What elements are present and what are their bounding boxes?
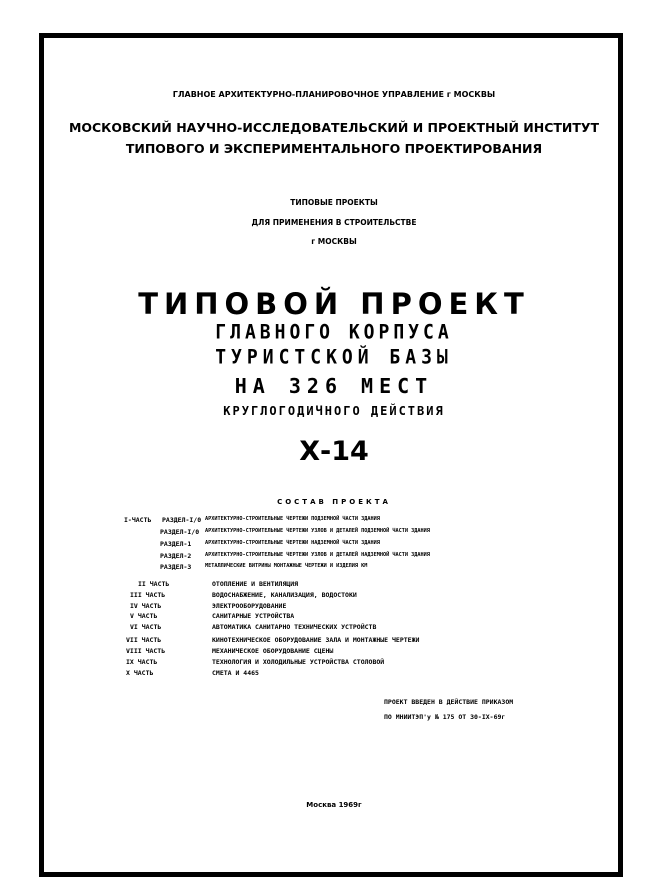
composition-part: X ЧАСТЬ: [126, 669, 154, 677]
project-type-title: ТИПОВОЙ ПРОЕКТ: [138, 287, 530, 321]
composition-description: АРХИТЕКТУРНО-СТРОИТЕЛЬНЫЕ ЧЕРТЕЖИ УЗЛОВ И ДЕТАЛЕЙ НАДЗЕМНОЙ ЧАСТИ ЗДАНИЯ: [205, 552, 430, 558]
approval-line1: ПРОЕКТ ВВЕДЕН В ДЕЙСТВИЕ ПРИКАЗОМ: [384, 698, 514, 706]
composition-section: РАЗДЕЛ-I/0: [160, 528, 200, 536]
composition-description: САНИТАРНЫЕ УСТРОЙСТВА: [212, 612, 295, 620]
composition-part: II ЧАСТЬ: [138, 580, 170, 588]
composition-description: АРХИТЕКТУРНО-СТРОИТЕЛЬНЫЕ ЧЕРТЕЖИ УЗЛОВ И ДЕТАЛЕЙ ПОДЗЕМНОЙ ЧАСТИ ЗДАНИЯ: [205, 528, 430, 534]
composition-description: СМЕТА И 4465: [212, 669, 259, 677]
composition-section: РАЗДЕЛ-1: [160, 540, 192, 548]
composition-part: I-ЧАСТЬ: [124, 516, 152, 524]
approval-line2: ПО МНИИТЭП'у № 175 ОТ 30-IX-69г: [384, 713, 506, 721]
composition-part: VI ЧАСТЬ: [130, 623, 162, 631]
project-title-line2: ГЛАВНОГО КОРПУСА: [215, 320, 453, 345]
series-line3: г МОСКВЫ: [311, 237, 357, 246]
composition-section: РАЗДЕЛ-3: [160, 563, 192, 571]
composition-description: АВТОМАТИКА САНИТАРНО ТЕХНИЧЕСКИХ УСТРОЙСТВ: [212, 623, 377, 631]
project-title-line4: НА 326 МЕСТ: [234, 374, 434, 398]
composition-part: VII ЧАСТЬ: [126, 636, 162, 644]
project-title-line5: КРУГЛОГОДИЧНОГО ДЕЙСТВИЯ: [223, 404, 445, 418]
composition-description: АРХИТЕКТУРНО-СТРОИТЕЛЬНЫЕ ЧЕРТЕЖИ НАДЗЕМНОЙ ЧАСТИ ЗДАНИЯ: [205, 540, 380, 546]
composition-description: ТЕХНОЛОГИЯ И ХОЛОДИЛЬНЫЕ УСТРОЙСТВА СТОЛОВОЙ: [212, 658, 385, 666]
composition-description: МЕХАНИЧЕСКОЕ ОБОРУДОВАНИЕ СЦЕНЫ: [212, 647, 334, 655]
composition-part: IX ЧАСТЬ: [126, 658, 158, 666]
composition-description: ЭЛЕКТРООБОРУДОВАНИЕ: [212, 602, 287, 610]
project-code: Х-14: [299, 436, 369, 467]
composition-description: ВОДОСНАБЖЕНИЕ, КАНАЛИЗАЦИЯ, ВОДОСТОКИ: [212, 591, 357, 599]
place-year: Москва 1969г: [306, 801, 362, 809]
institute-name-line1: МОСКОВСКИЙ НАУЧНО-ИССЛЕДОВАТЕЛЬСКИЙ И ПРОЕКТНЫЙ ИНСТИТУТ: [68, 120, 600, 135]
composition-heading: СОСТАВ ПРОЕКТА: [277, 498, 391, 506]
series-line1: ТИПОВЫЕ ПРОЕКТЫ: [290, 198, 378, 207]
agency-name: ГЛАВНОЕ АРХИТЕКТУРНО-ПЛАНИРОВОЧНОЕ УПРАВЛЕНИЕ г МОСКВЫ: [172, 90, 496, 99]
institute-name-line2: ТИПОВОГО И ЭКСПЕРИМЕНТАЛЬНОГО ПРОЕКТИРОВАНИЯ: [125, 141, 543, 156]
project-title-line3: ТУРИСТСКОЙ БАЗЫ: [215, 345, 453, 370]
composition-part: III ЧАСТЬ: [130, 591, 166, 599]
composition-description: ОТОПЛЕНИЕ И ВЕНТИЛЯЦИЯ: [212, 580, 299, 588]
series-line2: ДЛЯ ПРИМЕНЕНИЯ В СТРОИТЕЛЬСТВЕ: [251, 218, 417, 227]
composition-section: РАЗДЕЛ-I/0: [162, 516, 202, 524]
composition-part: IV ЧАСТЬ: [130, 602, 162, 610]
composition-description: АРХИТЕКТУРНО-СТРОИТЕЛЬНЫЕ ЧЕРТЕЖИ ПОДЗЕМНОЙ ЧАСТИ ЗДАНИЯ: [205, 516, 380, 522]
composition-description: МЕТАЛЛИЧЕСКИЕ ВИТРИНЫ МОНТАЖНЫЕ ЧЕРТЕЖИ И ИЗДЕЛИЯ КМ: [205, 563, 368, 569]
composition-part: VIII ЧАСТЬ: [126, 647, 166, 655]
composition-description: КИНОТЕХНИЧЕСКОЕ ОБОРУДОВАНИЕ ЗАЛА И МОНТАЖНЫЕ ЧЕРТЕЖИ: [212, 636, 420, 644]
composition-part: V ЧАСТЬ: [130, 612, 158, 620]
composition-section: РАЗДЕЛ-2: [160, 552, 192, 560]
